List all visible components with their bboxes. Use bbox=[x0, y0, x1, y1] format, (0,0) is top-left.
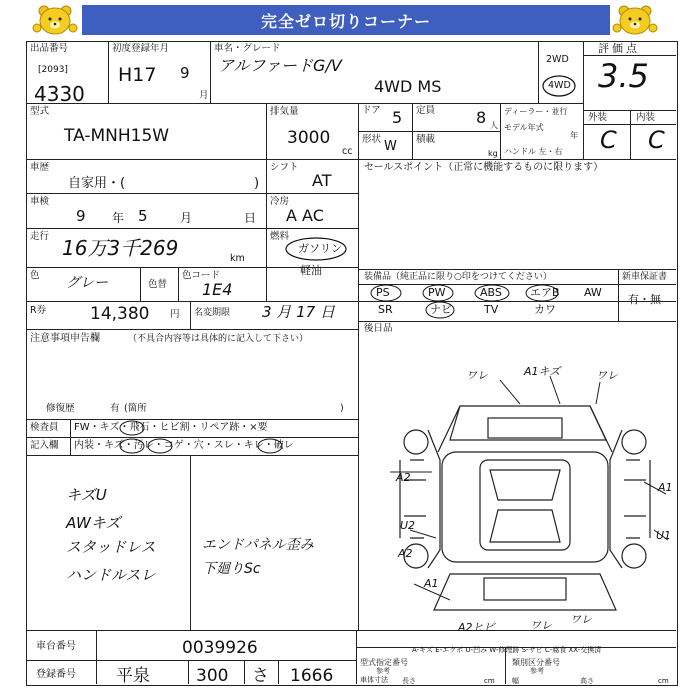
notes-label: 注意事項申告欄 bbox=[30, 333, 100, 344]
equip-abs: ABS bbox=[480, 286, 502, 299]
chassis-label: 車台番号 bbox=[36, 641, 76, 652]
shape-label: 形状 bbox=[362, 134, 382, 145]
first-reg-month-unit: 月 bbox=[199, 90, 209, 101]
history-label: 車歴 bbox=[30, 162, 50, 173]
fuel-gasoline: ガソリン bbox=[298, 242, 342, 255]
inspection-month: 5 bbox=[138, 207, 148, 225]
width-label: 幅 bbox=[512, 677, 519, 685]
height-cm: cm bbox=[658, 677, 669, 685]
r-ken-value: 14,380 bbox=[90, 304, 150, 324]
capacity-label: 定員 bbox=[416, 105, 436, 116]
name-change-label: 名変期限 bbox=[194, 308, 231, 318]
capacity-value: 8 bbox=[476, 108, 487, 127]
inspection-day-unit: 日 bbox=[244, 211, 257, 225]
remark-4: ハンドルスレ bbox=[66, 566, 156, 584]
mark-u2-left: U2 bbox=[400, 519, 416, 532]
remark-2: AWキズ bbox=[66, 514, 121, 532]
equip-aw: AW bbox=[584, 286, 602, 299]
remark-right-2: 下廻りSc bbox=[202, 561, 261, 577]
mileage-label: 走行 bbox=[30, 231, 50, 242]
inspection-label: 車検 bbox=[30, 196, 50, 207]
class-no-ref: 参考 bbox=[530, 667, 544, 675]
loading-label: 積載 bbox=[416, 134, 436, 145]
inspector-row2: 内装・キズ・汚レ・コゲ・穴・スレ・キレ・破レ bbox=[74, 440, 294, 451]
exterior-grade: C bbox=[600, 126, 617, 154]
recycle-value: 有・無 bbox=[628, 293, 661, 306]
equipment-circles-icon bbox=[358, 284, 618, 321]
first-reg-month: 9 bbox=[180, 64, 190, 82]
repair-bracket: (箇所 bbox=[124, 403, 147, 414]
lot-sub: [2093] bbox=[38, 65, 68, 75]
capacity-unit: 人 bbox=[490, 121, 498, 130]
mark-a1-top: A1キズ bbox=[524, 365, 561, 378]
shift-label: シフト bbox=[270, 162, 299, 173]
loading-unit: kg bbox=[488, 149, 498, 158]
repair-label: 修復歴 bbox=[46, 403, 75, 414]
mark-a2-crack: A2ヒビ bbox=[458, 621, 495, 634]
inspection-year-unit: 年 bbox=[112, 211, 125, 225]
mark-a1-right: A1 bbox=[658, 481, 673, 494]
remark-1: キズU bbox=[66, 486, 107, 504]
height-label: 高さ bbox=[580, 677, 594, 685]
recycle-label: 新車保証書 bbox=[622, 272, 668, 282]
model-code: TA-MNH15W bbox=[64, 126, 170, 146]
first-reg-era: H17 bbox=[118, 64, 157, 86]
page-banner: 完全ゼロ切りコーナー bbox=[82, 5, 610, 35]
name-change-value: 3 月 17 日 bbox=[262, 303, 335, 321]
rear-seat-label: 後日品 bbox=[364, 323, 393, 334]
doors-label: ドア bbox=[362, 105, 381, 116]
model-label: 型式 bbox=[30, 106, 50, 117]
dealer-label: ディーラー・並行 bbox=[504, 107, 568, 116]
mark-ware-top: ワレ bbox=[466, 369, 488, 382]
r-ken-unit: 円 bbox=[170, 309, 180, 320]
mark-ware-bottom: ワレ bbox=[530, 619, 552, 632]
mark-ware-bottom-right: ワレ bbox=[570, 613, 592, 626]
registration-area: 平泉 bbox=[116, 666, 150, 686]
color-code-label: 色コード bbox=[182, 270, 221, 281]
equip-ps: PS bbox=[376, 286, 390, 299]
inspection-month-unit: 月 bbox=[180, 211, 193, 225]
color-change-label: 色替 bbox=[148, 279, 168, 290]
interior-grade: C bbox=[648, 126, 665, 154]
drive-2wd: 2WD bbox=[546, 54, 569, 65]
car-name-label: 車名・グレード bbox=[214, 43, 281, 54]
interior-label: 内装 bbox=[636, 112, 656, 123]
model-year-label: モデル年式 bbox=[504, 123, 544, 132]
length-label: 長さ bbox=[402, 677, 416, 685]
exterior-label: 外装 bbox=[588, 112, 608, 123]
bear-mascot-left-icon bbox=[30, 4, 80, 38]
equip-pw: PW bbox=[428, 286, 446, 299]
color-value: グレー bbox=[66, 275, 108, 291]
cooler-label: 冷房 bbox=[270, 196, 290, 207]
r-ken-label: R券 bbox=[30, 305, 47, 316]
notes-sub: （不具合内容等は具体的に記入して下さい） bbox=[128, 334, 309, 344]
equipment-label: 装備品（純正品に限り○印をつけてください） bbox=[364, 272, 552, 282]
shape-value: W bbox=[384, 139, 397, 154]
chassis-value: 0039926 bbox=[182, 638, 258, 658]
equip-tv: TV bbox=[484, 303, 499, 316]
inspector-row1: FW・キズ・飛石・ヒビ割・リペア跡・×要 bbox=[74, 422, 268, 433]
doors-value: 5 bbox=[392, 108, 403, 127]
inspector-circles-icon bbox=[100, 419, 300, 455]
history-close: ) bbox=[254, 176, 260, 191]
remark-3: スタッドレス bbox=[66, 538, 156, 556]
displacement-unit: cc bbox=[342, 146, 353, 157]
remark-right-1: エンドパネル歪み bbox=[202, 537, 314, 553]
lot-number: 4330 bbox=[34, 82, 85, 106]
equip-navi: ナビ bbox=[430, 303, 452, 316]
model-cert-ref: 参考 bbox=[376, 667, 390, 675]
rating-label: 評価点 bbox=[598, 42, 640, 55]
equip-sr: SR bbox=[378, 303, 393, 316]
mark-a1-left-low: A1 bbox=[424, 577, 439, 590]
bear-mascot-right-icon bbox=[610, 4, 660, 38]
damage-legend: A-キズ E-エクボ U-凹み W-修理跡 S-サビ C-腐食 XX-交換済 bbox=[412, 646, 602, 654]
color-label: 色 bbox=[30, 270, 40, 281]
cooler-value: A AC bbox=[286, 206, 324, 225]
class-no-label: 類別区分番号 bbox=[512, 658, 560, 667]
equip-leather: カワ bbox=[534, 303, 556, 316]
model-cert-label: 型式指定番号 bbox=[360, 658, 408, 667]
car-name: アルファードG/V bbox=[218, 56, 342, 75]
mark-a2-left-low: A2 bbox=[398, 547, 413, 560]
sales-point-label: セールスポイント（正常に機能するものに限ります） bbox=[364, 162, 604, 173]
repair-value: 有 bbox=[110, 403, 120, 414]
repair-close: ) bbox=[340, 403, 344, 414]
inspection-year: 9 bbox=[76, 207, 86, 225]
model-year-unit: 年 bbox=[570, 131, 578, 140]
fuel-label: 燃料 bbox=[270, 231, 290, 242]
history-value: 自家用・( bbox=[68, 176, 126, 191]
displacement-label: 排気量 bbox=[270, 106, 299, 117]
first-reg-label: 初度登録年月 bbox=[112, 43, 170, 54]
displacement-value: 3000 bbox=[287, 128, 331, 148]
mileage-value: 16万3千269 bbox=[62, 236, 179, 260]
lot-label: 出品番号 bbox=[30, 43, 69, 54]
mark-ware-top-right: ワレ bbox=[596, 369, 618, 382]
equip-airbag: エアB bbox=[530, 286, 560, 299]
registration-kana: さ bbox=[252, 666, 269, 686]
length-cm: cm bbox=[484, 677, 495, 685]
drive-4wd: 4WD bbox=[548, 80, 571, 91]
inspector-label: 検査員 bbox=[30, 422, 59, 433]
rating-score: 3.5 bbox=[598, 57, 649, 95]
color-code: 1E4 bbox=[202, 280, 233, 299]
mileage-unit: km bbox=[230, 253, 245, 264]
body-size-label: 車体寸法 bbox=[360, 676, 388, 684]
registration-class: 300 bbox=[196, 666, 229, 686]
mark-a2-left: A2 bbox=[396, 471, 411, 484]
registration-number: 1666 bbox=[290, 666, 334, 686]
shift-value: AT bbox=[312, 171, 332, 190]
entry-label: 記入欄 bbox=[30, 440, 59, 451]
car-grade: 4WD MS bbox=[374, 77, 442, 96]
registration-label: 登録番号 bbox=[36, 669, 76, 680]
fuel-diesel: 軽油 bbox=[300, 264, 322, 277]
mark-u1-right: U1 bbox=[656, 529, 672, 542]
steering-label: ハンドル 左・右 bbox=[504, 147, 563, 156]
